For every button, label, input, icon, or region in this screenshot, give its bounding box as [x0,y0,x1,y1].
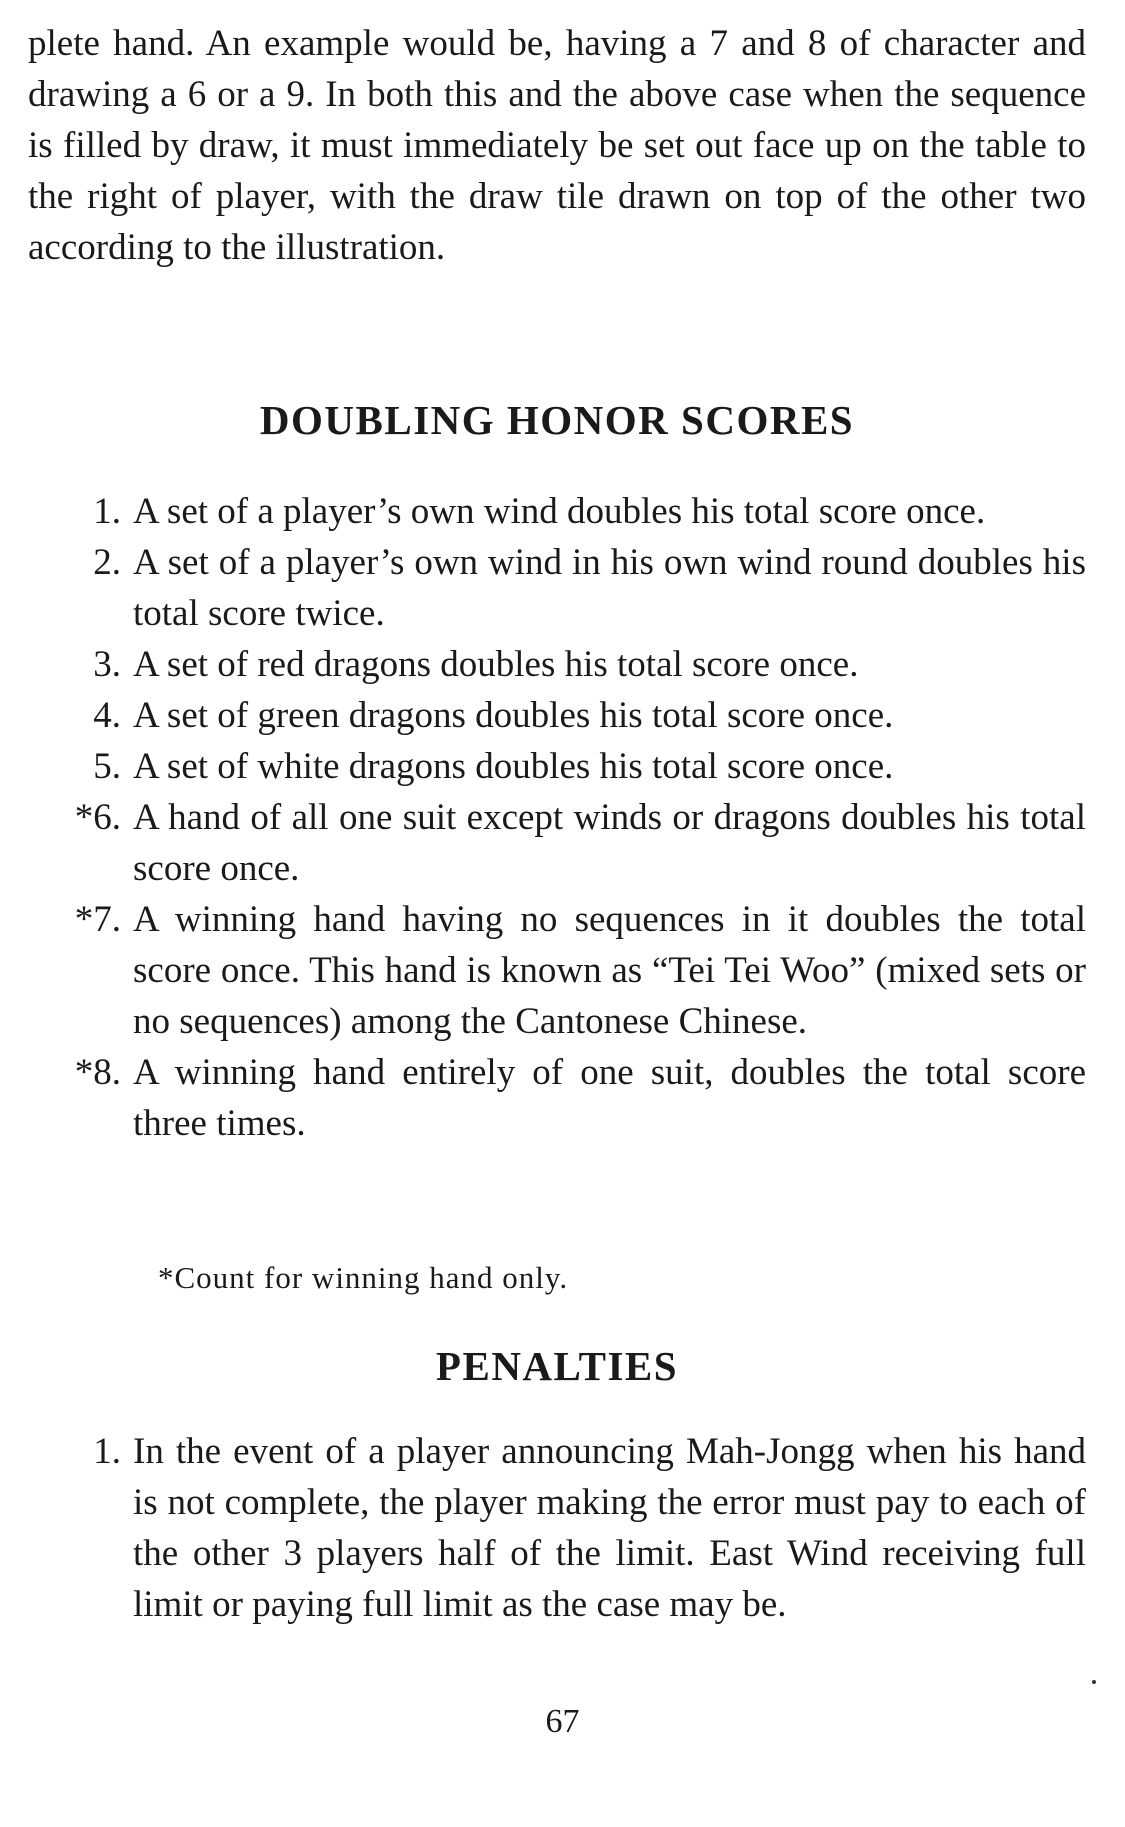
rule-marker: 1. [93,491,121,532]
rule-marker: 5. [93,746,121,787]
doubling-rule-2 [28,537,1086,639]
rule-text: In the event of a player announcing Mah-Jongg when his hand is not complete, the player making the error must pay to each of the other 3 players half of the limit. East Wind receiving full limit or paying full limit as the case may be. [133,1431,1086,1625]
rule-text: A set of white dragons doubles his total score once. [133,746,894,787]
doubling-rules-list [28,486,1086,1149]
penalty-rule-1 [28,1426,1086,1630]
doubling-rule-5 [28,741,1086,792]
rule-marker: 3. [93,644,121,685]
rule-text: A set of green dragons doubles his total score once. [133,695,894,736]
rule-marker: *7. [74,899,121,940]
penalties-list [28,1426,1086,1630]
rule-text: A hand of all one suit except winds or dragons doubles his total score once. [133,797,1086,889]
rule-marker: 4. [93,695,121,736]
rule-text: A winning hand entirely of one suit, doubles the total score three times. [133,1052,1086,1144]
doubling-rule-3 [28,639,1086,690]
rule-marker: *8. [74,1052,121,1093]
doubling-rule-6 [28,792,1086,894]
doubling-rule-1 [28,486,1086,537]
book-page [28,18,1086,1625]
rule-marker: *6. [74,797,121,838]
print-speck [1092,1680,1096,1684]
rule-text: A winning hand having no sequences in it doubles the total score once. This hand is known as “Tei Tei Woo” (mixed sets or no sequences) among the Cantonese Chinese. [133,899,1086,1042]
rule-text: A set of a player’s own wind in his own wind round doubles his total score twice. [133,542,1086,634]
page-number: 67 [545,1703,580,1740]
doubling-honor-scores-heading: DOUBLING HONOR SCORES [259,397,855,443]
doubling-rule-8 [28,1047,1086,1149]
doubling-rule-7 [28,894,1086,1047]
winning-hand-footnote: *Count for winning hand only. [158,1260,569,1295]
rule-marker: 2. [93,542,121,583]
rule-text: A set of red dragons doubles his total score once. [133,644,859,685]
rule-text: A set of a player’s own wind doubles his total score once. [133,491,986,532]
doubling-rule-4 [28,690,1086,741]
penalties-heading: PENALTIES [435,1343,679,1389]
rule-marker: 1. [93,1431,121,1472]
intro-paragraph: plete hand. An example would be, having a 7 and 8 of character and drawing a 6 or a 9. In both this and the above case when the sequence is filled by draw, it must immediately be set out face up on the table to the right of player, with the draw tile drawn on top of the other two according to the illustration. [28,23,1086,268]
